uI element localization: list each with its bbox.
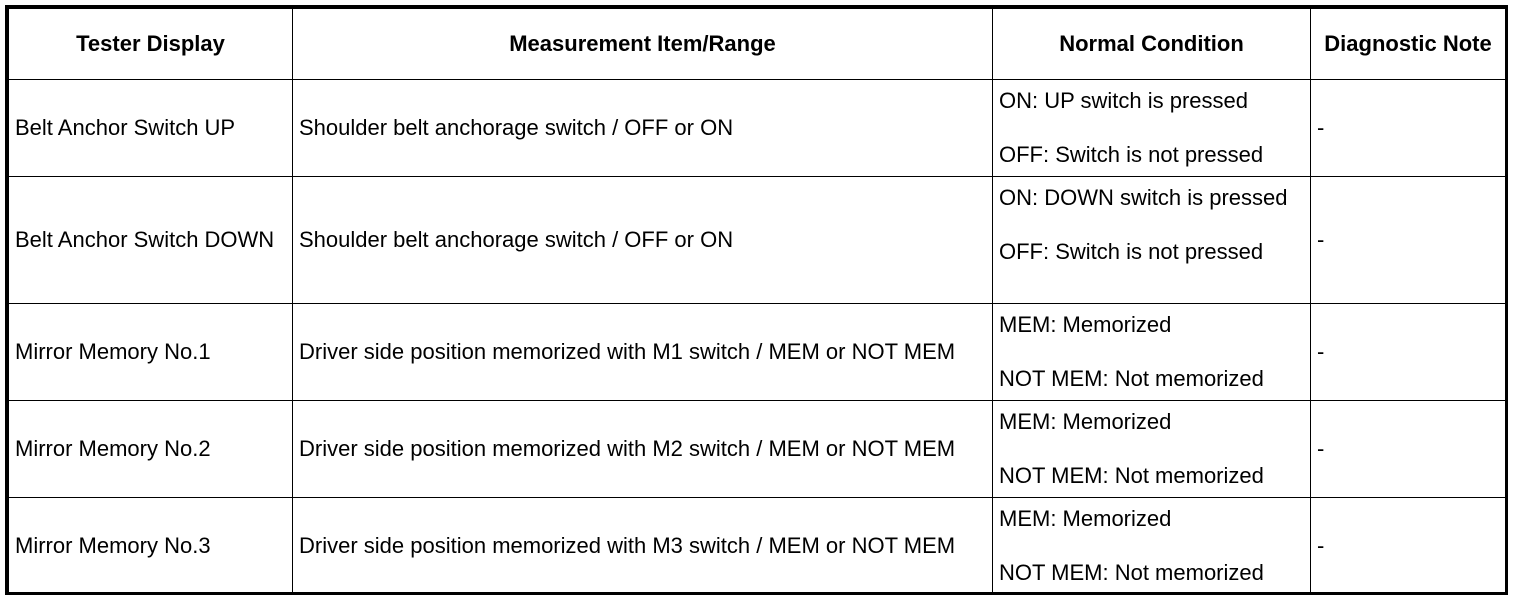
condition-off: OFF: Switch is not pressed [999,142,1264,167]
table-row [9,401,1506,498]
condition-off: NOT MEM: Not memorized [999,463,1264,488]
header-diagnostic-note: Diagnostic Note [1311,9,1506,80]
cell-tester-display: Belt Anchor Switch UP [9,80,293,177]
table-row [9,80,1506,177]
cell-diagnostic-note: - [1311,177,1506,304]
cell-measurement: Driver side position memorized with M3 switch / MEM or NOT MEM [293,498,993,595]
data-table [8,8,1506,595]
cell-normal-condition [993,177,1311,304]
cell-tester-display: Mirror Memory No.3 [9,498,293,595]
header-row [9,9,1506,80]
cell-normal-condition [993,80,1311,177]
condition-on: ON: DOWN switch is pressed [999,185,1288,210]
cell-measurement: Shoulder belt anchorage switch / OFF or ON [293,177,993,304]
header-normal-condition: Normal Condition [993,9,1311,80]
cell-diagnostic-note: - [1311,498,1506,595]
data-list-table [5,5,1508,595]
header-measurement: Measurement Item/Range [293,9,993,80]
cell-tester-display: Mirror Memory No.1 [9,304,293,401]
cell-diagnostic-note: - [1311,401,1506,498]
cell-normal-condition [993,498,1311,595]
condition-off: NOT MEM: Not memorized [999,366,1264,391]
table-row [9,304,1506,401]
cell-normal-condition [993,304,1311,401]
cell-tester-display: Mirror Memory No.2 [9,401,293,498]
cell-diagnostic-note: - [1311,304,1506,401]
table-row [9,177,1506,304]
cell-tester-display: Belt Anchor Switch DOWN [9,177,293,304]
header-tester-display: Tester Display [9,9,293,80]
condition-on: ON: UP switch is pressed [999,88,1249,113]
condition-on: MEM: Memorized [999,506,1172,531]
cell-measurement: Shoulder belt anchorage switch / OFF or ON [293,80,993,177]
condition-off: OFF: Switch is not pressed [999,239,1264,264]
condition-off: NOT MEM: Not memorized [999,560,1264,585]
table-row [9,498,1506,595]
cell-normal-condition [993,401,1311,498]
condition-on: MEM: Memorized [999,409,1172,434]
cell-measurement: Driver side position memorized with M2 switch / MEM or NOT MEM [293,401,993,498]
cell-diagnostic-note: - [1311,80,1506,177]
cell-measurement: Driver side position memorized with M1 switch / MEM or NOT MEM [293,304,993,401]
condition-on: MEM: Memorized [999,312,1172,337]
